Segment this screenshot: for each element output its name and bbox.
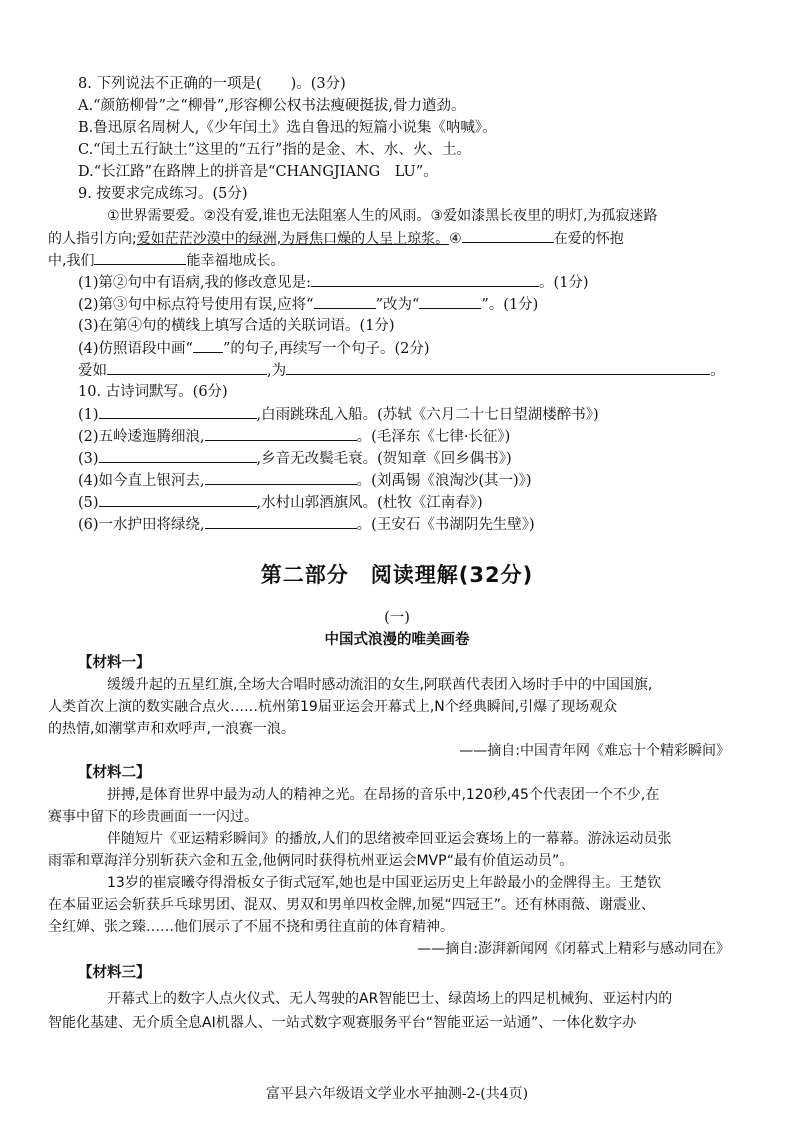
q10-blank-6[interactable]: [205, 513, 357, 529]
q9-sub-2-blank-from[interactable]: [314, 293, 376, 309]
q9-sub-2: [78, 293, 730, 316]
q9-passage-line-3: [48, 249, 730, 272]
q10-text: 。(刘禹锡《浪淘沙(其一)》): [356, 473, 532, 489]
q9-passage-text: 的人指引方向;: [48, 231, 137, 247]
material-1-source: ——摘自:中国青年网《难忘十个精彩瞬间》: [459, 743, 730, 759]
q9-answer-blank-1[interactable]: [107, 359, 267, 375]
q10-text: (3): [78, 451, 99, 467]
q9-answer-blank-2[interactable]: [286, 359, 710, 375]
material-3-line-1: 开幕式上的数字人点火仪式、无人驾驶的AR智能巴士、绿茵场上的四足机械狗、亚运村内的: [107, 991, 673, 1007]
q9-passage-line-2: [48, 227, 730, 250]
q9-sub-4-answer: [78, 359, 730, 382]
q10-text: ,乡音无改鬓毛衰。(贺知章《回乡偶书》): [256, 451, 512, 467]
part2-title: 第二部分 阅读理解(32分): [260, 563, 534, 587]
q9-sub-1-points: 。(1分): [539, 275, 589, 291]
material-2-line-2: 赛事中留下的珍贵画面一一闪过。: [48, 809, 258, 825]
q9-sub-4-text: (4)仿照语段中画“: [78, 341, 193, 357]
q10-text: (5): [78, 495, 99, 511]
q9-sub-2-text: ”改为“: [375, 297, 420, 313]
q9-answer-mid: ,为: [267, 363, 287, 379]
material-1-line-3: 的热情,如潮掌声和欢呼声,一浪赛一浪。: [48, 721, 295, 737]
q10-text: (1): [78, 407, 99, 423]
material-3-label: 【材料三】: [78, 965, 151, 981]
q9-passage-text: 在爱的怀抱: [553, 231, 624, 247]
q10-blank-4[interactable]: [205, 469, 357, 485]
q9-blank-4b[interactable]: [94, 249, 186, 265]
q10-blank-3[interactable]: [99, 447, 257, 463]
passage-number: (一): [384, 610, 410, 626]
q9-answer-end: 。: [710, 363, 725, 379]
page-footer: 富平县六年级语文学业水平抽测-2-(共4页): [265, 1086, 529, 1102]
material-2-line-5: 13岁的崔宸曦夺得滑板女子街式冠军,她也是中国亚运历史上年龄最小的金牌得主。王楚钦: [107, 875, 662, 891]
q9-passage-line-1: [78, 205, 730, 227]
q9-underlined-sentence: 爱如茫茫沙漠中的绿洲,为唇焦口燥的人呈上琼浆。: [136, 231, 450, 247]
q9-sub-2-blank-to[interactable]: [419, 293, 481, 309]
material-1-label: 【材料一】: [78, 655, 151, 671]
q10-text: (4)如今直上银河去,: [78, 473, 205, 489]
q10-line-2: [78, 425, 730, 448]
q9-sub-1-blank[interactable]: [311, 271, 539, 287]
material-2-line-7: 全红婵、张之臻……他们展示了不屈不挠和勇往直前的体育精神。: [48, 919, 454, 935]
q10-text: (6)一水护田将绿绕,: [78, 517, 205, 533]
q8-title: 8. 下列说法不正确的一项是( )。(3分): [78, 76, 346, 92]
q10-text: ,水村山郭酒旗风。(杜牧《江南春》): [256, 495, 483, 511]
material-2-source: ——摘自:澎湃新闻网《闭幕式上精彩与感动同在》: [417, 941, 730, 957]
q10-title: 10. 古诗词默写。(6分): [78, 384, 228, 400]
q9-passage-text: ④: [449, 231, 462, 247]
q10-line-5: [78, 491, 730, 514]
q10-line-4: [78, 469, 730, 492]
q10-text: (2)五岭逶迤腾细浪,: [78, 429, 205, 445]
q10-blank-1[interactable]: [99, 403, 257, 419]
q8-option-d: D.“长江路”在路牌上的拼音是“CHANGJIANG LU”。: [78, 164, 438, 180]
material-3-line-2: 智能化基建、无介质全息AI机器人、一站式数字观赛服务平台“智能亚运一站通”、一体化数字办: [48, 1015, 637, 1031]
q9-sub-1: [78, 271, 730, 294]
q9-sub-3: (3)在第④句的横线上填写合适的关联词语。(1分): [78, 318, 395, 334]
q9-passage-text: ①世界需要爱。②没有爱,谁也无法阻塞人生的风雨。③爱如漆黑长夜里的明灯,为孤寂迷路: [107, 208, 658, 224]
passage-title: 中国式浪漫的唯美画卷: [324, 632, 470, 648]
material-2-line-6: 在本届亚运会斩获乒乓球男团、混双、男双和男单四枚金牌,加冕“四冠王”。还有林雨薇、谢震业、: [48, 897, 655, 913]
q10-blank-2[interactable]: [205, 425, 357, 441]
q9-sub-4-text: ”的句子,再续写一个句子。(2分): [222, 341, 430, 357]
q9-title: 9. 按要求完成练习。(5分): [78, 186, 248, 202]
q10-blank-5[interactable]: [99, 491, 257, 507]
q9-sub-4: [78, 337, 730, 360]
q10-text: 。(王安石《书湖阴先生壁》): [356, 517, 535, 533]
q10-text: ,白雨跳珠乱入船。(苏轼《六月二十七日望湖楼醉书》): [256, 407, 599, 423]
q10-line-3: [78, 447, 730, 470]
q9-sub-2-text: (2)第③句中标点符号使用有误,应将“: [78, 297, 314, 313]
q9-sub-2-points: ”。(1分): [481, 297, 539, 313]
q9-blank-4a[interactable]: [462, 227, 554, 243]
q9-passage-text: 能幸福地成长。: [186, 253, 285, 269]
q9-sub-1-text: (1)第②句中有语病,我的修改意见是:: [78, 275, 312, 291]
material-2-label: 【材料二】: [78, 765, 151, 781]
q8-option-c: C.“闰土五行缺土”这里的“五行”指的是金、木、水、火、土。: [78, 142, 471, 158]
q8-option-b: B.鲁迅原名周树人,《少年闰土》选自鲁迅的短篇小说集《呐喊》。: [78, 120, 497, 136]
material-1-line-2: 人类首次上演的数实融合点火……杭州第19届亚运会开幕式上,N个经典瞬间,引爆了现场观众: [48, 699, 618, 715]
material-2-line-3: 伴随短片《亚运精彩瞬间》的播放,人们的思绪被牵回亚运会赛场上的一幕幕。游泳运动员张: [107, 831, 672, 847]
q8-option-a: A.“颜筋柳骨”之“柳骨”,形容柳公权书法瘦硬挺拔,骨力遒劲。: [78, 98, 466, 114]
material-2-line-4: 雨霏和覃海洋分别斩获六金和五金,他俩同时获得杭州亚运会MVP“最有价值运动员”。: [48, 853, 574, 869]
q9-answer-prefix: 爱如: [78, 363, 107, 379]
material-2-line-1: 拼搏,是体育世界中最为动人的精神之光。在昂扬的音乐中,120秒,45个代表团一个不少,在: [107, 787, 660, 803]
q10-line-6: [78, 513, 730, 536]
q9-passage-text: 中,我们: [48, 253, 95, 269]
material-1-line-1: 缓缓升起的五星红旗,全场大合唱时感动流泪的女生,阿联酋代表团入场时手中的中国国旗,: [107, 677, 653, 693]
q9-sub-4-mark: [193, 337, 223, 353]
q10-line-1: [78, 403, 730, 426]
q10-text: 。(毛泽东《七律·长征》): [356, 429, 511, 445]
